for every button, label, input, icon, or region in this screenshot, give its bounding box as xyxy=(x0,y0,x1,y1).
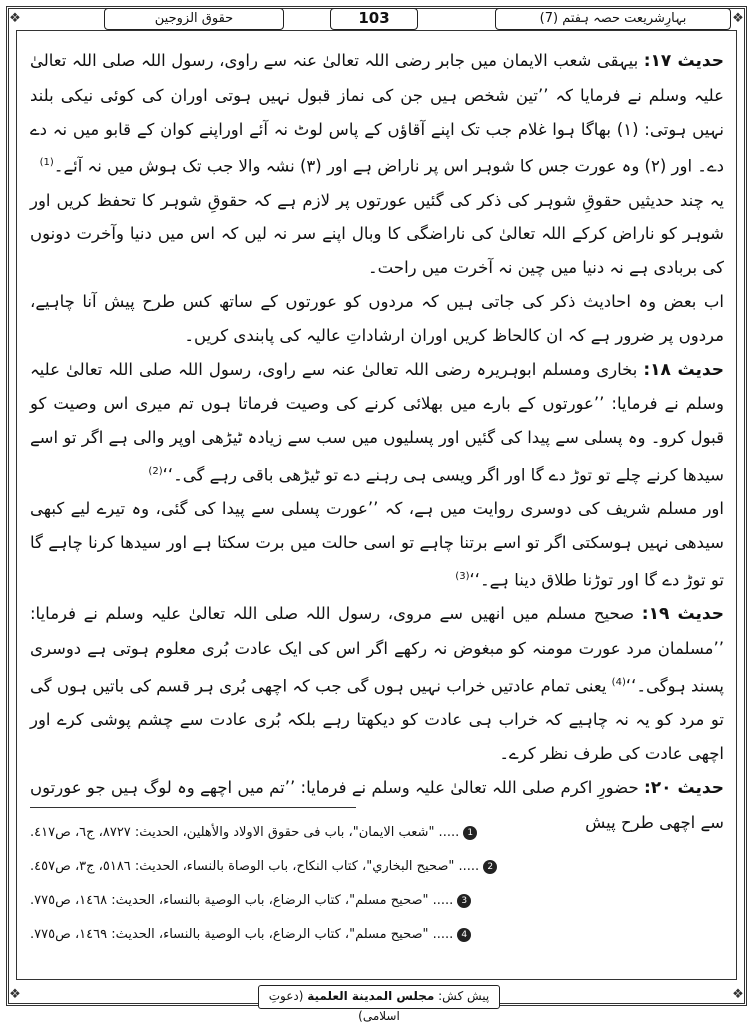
footnote-ref[interactable]: (4) xyxy=(611,676,626,688)
footnote-ref[interactable]: (1) xyxy=(39,157,54,169)
paragraph-text: صحیح مسلم میں انھیں سے مروی، رسول اللہ صلی اللہ تعالیٰ علیہ وسلم نے فرمایا: ’’مسلمان مرد عورت مومنہ کو مبغوض نہ رکھے اگر اس کی ایک عادت بُری معلوم ہوتی ہے دوسری پسند ہوگی۔‘‘ xyxy=(30,604,724,696)
footer-prefix: پیش کش: xyxy=(438,989,490,1003)
paragraph-commentary xyxy=(30,184,724,285)
footnote xyxy=(30,924,724,958)
paragraph-text: حضورِ اکرم صلی اللہ تعالیٰ علیہ وسلم نے فرمایا: ’’تم میں اچھے وہ لوگ ہیں جو عورتوں سے اچھی طرح پیش xyxy=(30,777,724,832)
hadith-label: حدیث ۲۰: xyxy=(643,777,724,798)
corner-ornament-icon: ❖ xyxy=(9,987,21,1002)
footnote xyxy=(30,856,724,890)
paragraph-intro xyxy=(30,285,724,353)
footnote xyxy=(30,822,724,856)
paragraph-text: یہ چند حدیثیں حقوقِ شوہر کی ذکر کی گئیں عورتوں پر لازم ہے کہ حقوقِ شوہر کا تحفظ کریں اور شوہر کو ناراض کرکے اللہ تعالیٰ کی ناراضگی کا وبال اپنے سر نہ لیں کہ اس میں دنیا وآخرت دونوں کی بربادی ہے نہ دنیا میں چین نہ آخرت میں راحت۔ xyxy=(30,190,724,278)
footnote-text: ..... "صحيح مسلم"، كتاب الرضاع، باب الوصية بالنساء، الحديث: ١٤٦٨، ص٧٧٥. xyxy=(30,893,454,908)
corner-ornament-icon: ❖ xyxy=(732,11,744,26)
main-text xyxy=(30,44,724,839)
paragraph-text: اور مسلم شریف کی دوسری روایت میں ہے، کہ ’’عورت پسلی سے پیدا کی گئی، وہ تیرے لیے کبھی سیدھی نہیں ہوسکتی اگر تو اسے برتنا چاہے تو اسی حالت میں برت سکتا ہے اور سیدھا کرنا چاہے گا تو توڑ دے گا اور توڑنا طلاق دینا ہے۔‘‘ xyxy=(30,499,724,590)
footnote-ref[interactable]: (2) xyxy=(148,466,163,478)
footnote-divider xyxy=(30,807,356,808)
book-title: بہارِشریعت حصہ ہفتم (7) xyxy=(495,8,731,30)
footer-suffix: (دعوتِ اسلامی) xyxy=(268,989,400,1023)
hadith-label: حدیث ۱۸: xyxy=(643,359,724,380)
publisher-footer xyxy=(258,985,500,1023)
hadith-label: حدیث ۱۷: xyxy=(643,51,724,71)
footnote-ref[interactable]: (3) xyxy=(455,570,470,582)
footnote-number-badge: 4 xyxy=(457,928,471,942)
corner-ornament-icon: ❖ xyxy=(9,11,21,26)
hadith-label: حدیث ۱۹: xyxy=(641,604,725,625)
footnote-text: ..... "شعب الايمان"، باب فی حقوق الاولاد والأهلين، الحديث: ٨٧٢٧، ج٦، ص٤١٧. xyxy=(30,825,460,840)
paragraph-text: یعنی تمام عادتیں خراب نہیں ہوں گی جب کہ اچھی بُری ہر قسم کی باتیں ہوں گی تو مرد کو یہ نہ چاہیے کہ خراب ہی عادت کو دیکھتا رہے بلکہ بُری عادت سے چشم پوشی کرے اور اچھی عادت کی طرف نظر کرے۔ xyxy=(30,676,724,763)
paragraph-muslim-narration xyxy=(30,492,724,597)
footnote-number-badge: 2 xyxy=(483,860,497,874)
footnotes xyxy=(30,822,724,958)
paragraph-hadith-18 xyxy=(30,353,724,493)
paragraph-hadith-17 xyxy=(30,44,724,184)
section-title: حقوق الزوجین xyxy=(104,8,284,30)
footnote-text: ..... "صحيح مسلم"، كتاب الرضاع، باب الوصية بالنساء، الحديث: ١٤٦٩، ص٧٧٥. xyxy=(30,927,454,942)
paragraph-text: بخاری ومسلم ابوہریرہ رضی اللہ تعالیٰ عنہ سے راوی، رسول اللہ صلی اللہ تعالیٰ علیہ وسلم نے فرمایا: ’’عورتوں کے بارے میں بھلائی کرنے کی وصیت فرماتا ہوں تم میری اس وصیت کو قبول کرو۔ وہ پسلی سے پیدا کی گئیں اور پسلیوں میں سب سے زیادہ ٹیڑھی اوپر والی ہے اگر تو اسے سیدھا کرنے چلے تو توڑ دے گا اور اگر ویسی ہی رہنے دے تو ٹیڑھی باقی رہے گی۔‘‘ xyxy=(30,359,724,485)
paragraph-text: اب بعض وہ احادیث ذکر کی جاتی ہیں کہ مردوں کو عورتوں کے ساتھ کس طرح پیش آنا چاہیے، مردوں پر ضرور ہے کہ ان کالحاظ کریں اوران ارشاداتِ عالیہ کی پابندی کریں۔ xyxy=(30,292,724,345)
publisher-name: مجلس المدينة العلمية xyxy=(307,989,435,1003)
footnote-text: ..... "صحيح البخاري"، كتاب النكاح، باب الوصاة بالنساء، الحديث: ٥١٨٦، ج٣، ص٤٥٧. xyxy=(30,859,480,874)
footnote-number-badge: 1 xyxy=(463,826,477,840)
paragraph-hadith-19 xyxy=(30,597,724,770)
footnote xyxy=(30,890,724,924)
footnote-number-badge: 3 xyxy=(457,894,471,908)
page-number: 103 xyxy=(330,8,418,30)
paragraph-text: بیہقی شعب الایمان میں جابر رضی اللہ تعالیٰ عنہ سے راوی، رسول اللہ صلی اللہ تعالیٰ علیہ وسلم نے فرمایا کہ ’’تین شخص ہیں جن کی نماز قبول نہیں ہوتی اوران کی کوئی نیکی بلند نہیں ہوتی: (۱) بھاگا ہوا غلام جب تک اپنے آقاؤں کے پاس لوٹ نہ آئے اوراپنے کوان کے قابو میں نہ دے دے۔ اور (۲) وہ عورت جس کا شوہر اس پر ناراض ہے اور (۳) نشہ والا جب تک ہوش میں نہ آئے۔ xyxy=(30,51,724,176)
corner-ornament-icon: ❖ xyxy=(732,987,744,1002)
page-header xyxy=(0,8,753,32)
